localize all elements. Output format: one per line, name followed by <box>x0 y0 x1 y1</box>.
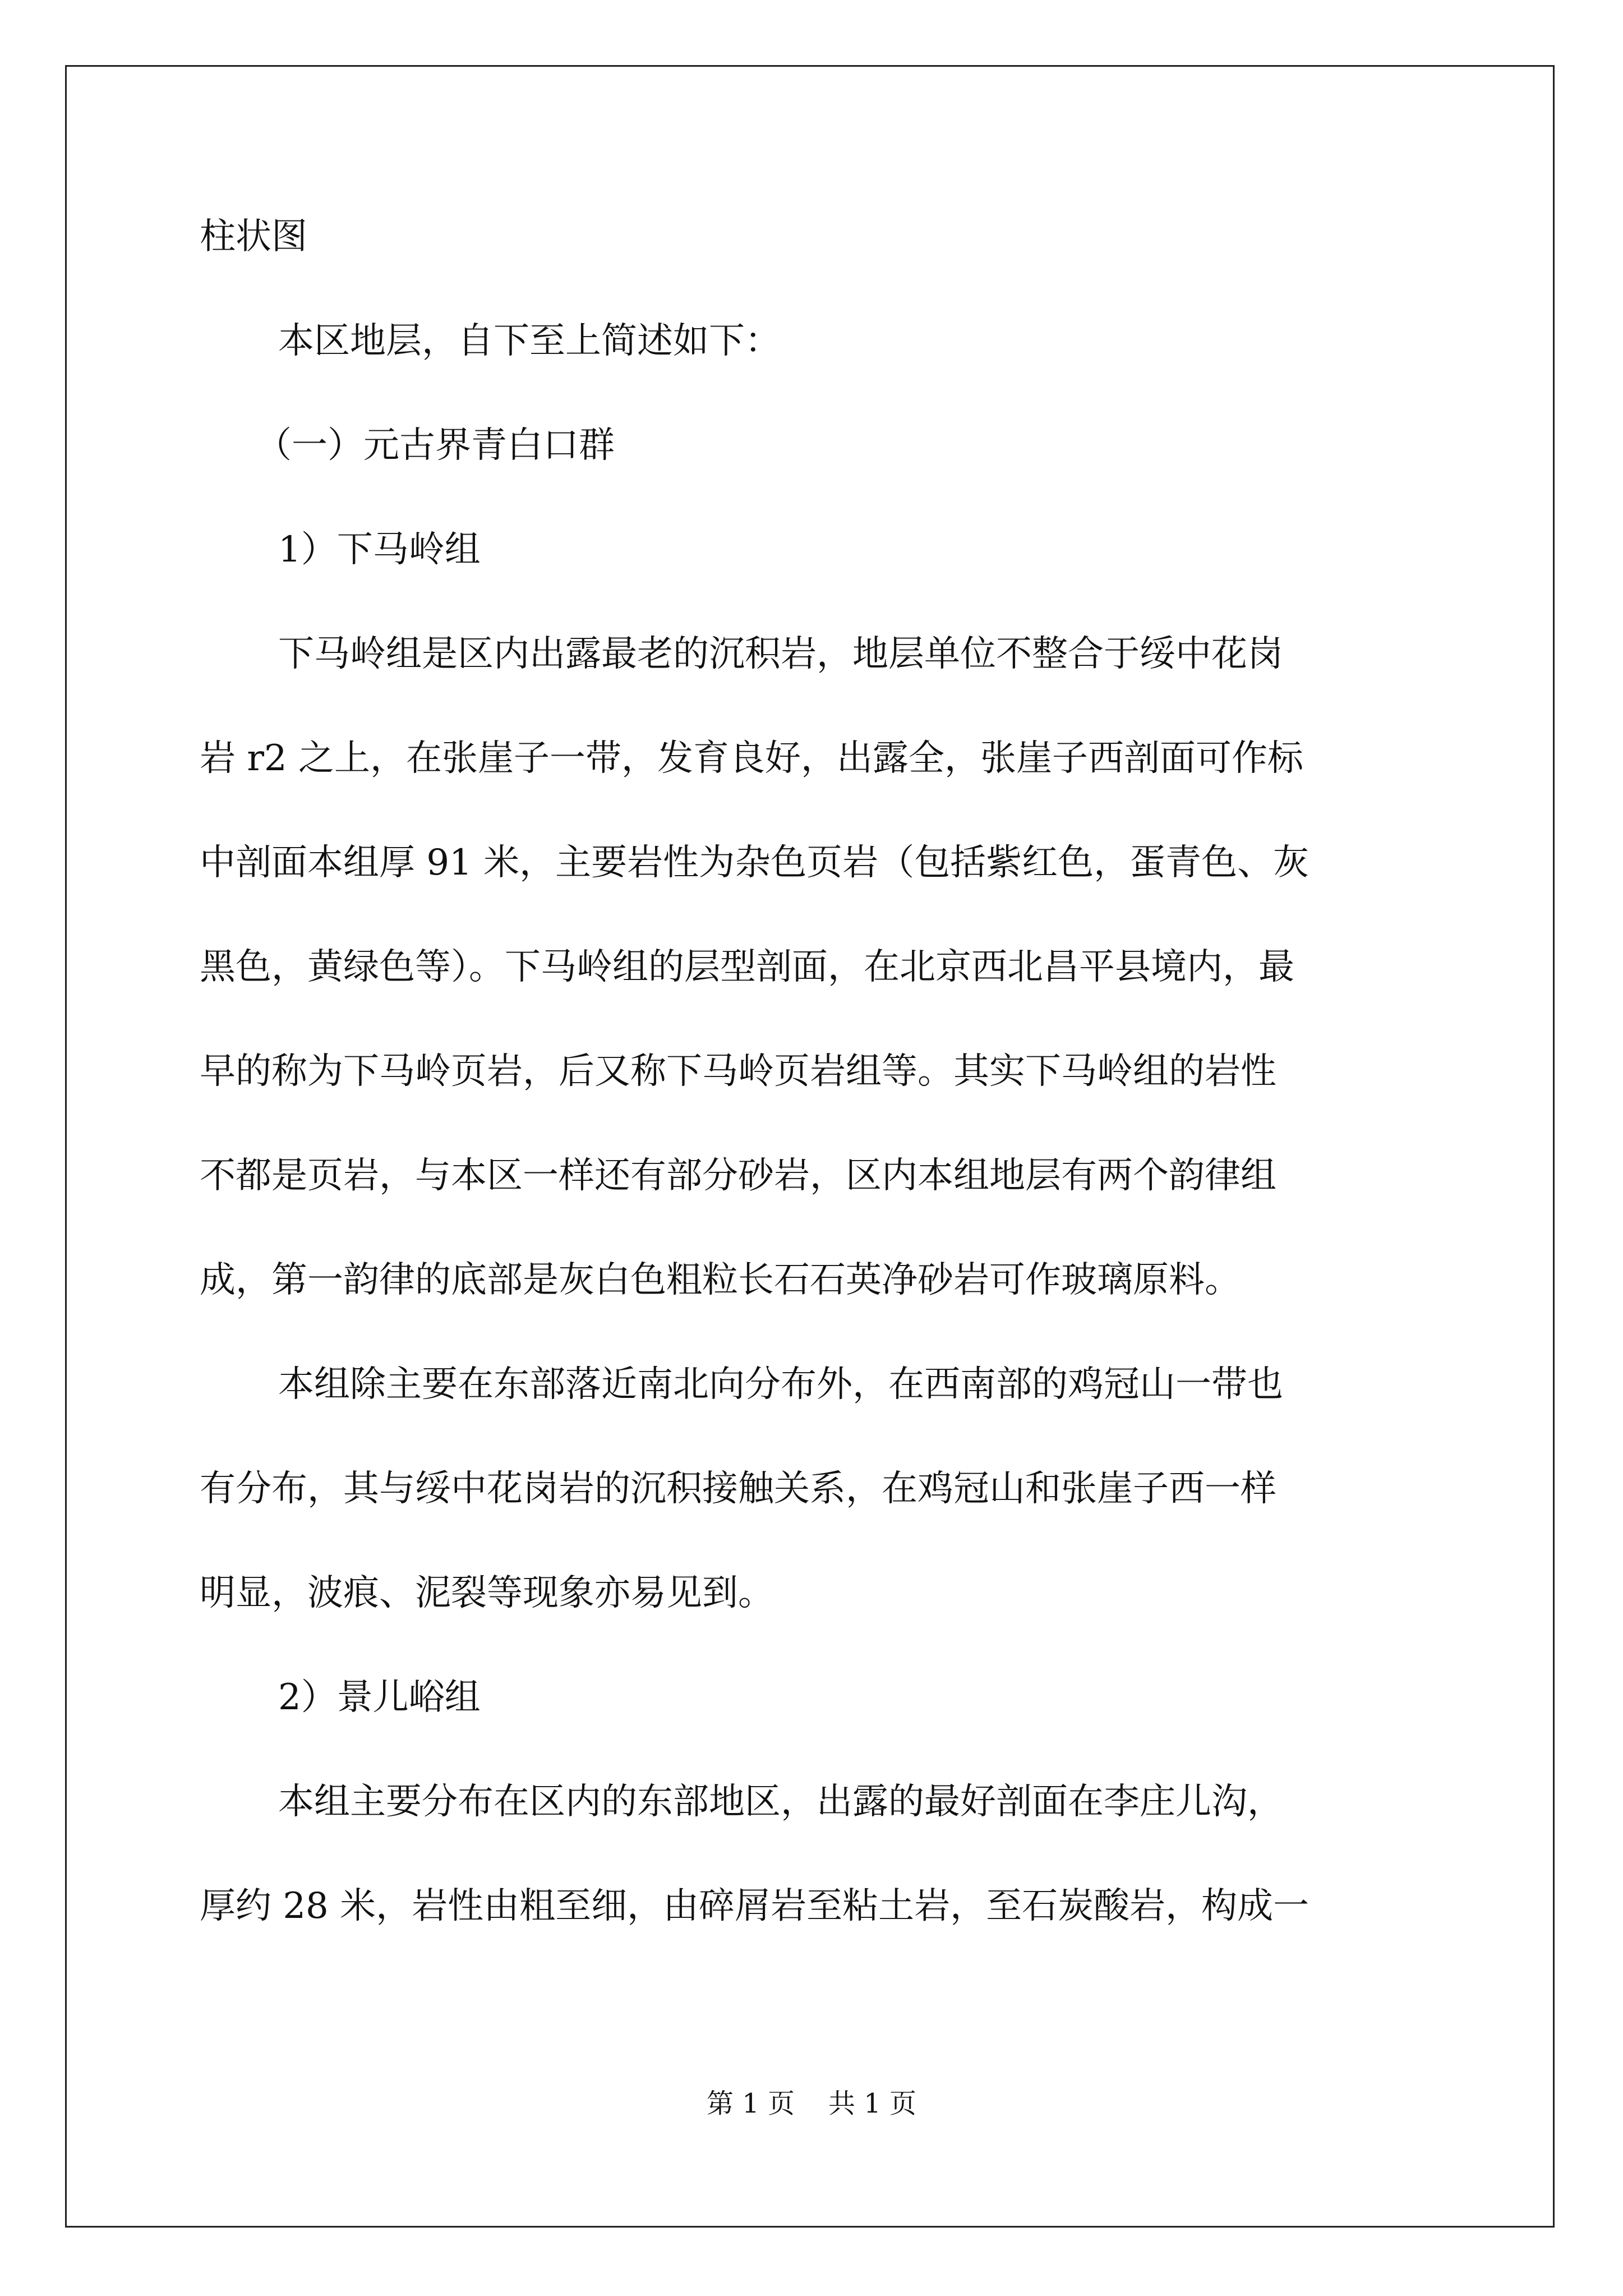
document-body <box>200 213 1422 1987</box>
page-footer <box>0 2087 1623 2120</box>
paragraph-line: 黑色，黄绿色等）。下马岭组的层型剖面，在北京西北昌平县境内，最 <box>200 946 1294 988</box>
document-title: 柱状图 <box>200 216 307 257</box>
paragraph-line: 不都是页岩，与本区一样还有部分砂岩，区内本组地层有两个韵律组 <box>200 1155 1276 1197</box>
paragraph-line: 明显，波痕、泥裂等现象亦易见到。 <box>200 1572 774 1614</box>
paragraph-line: 岩 r2 之上，在张崖子一带，发育良好，出露全，张崖子西剖面可作标 <box>200 738 1303 779</box>
paragraph-line: 下马岭组是区内出露最老的沉积岩，地层单位不整合于绥中花岗 <box>278 633 1283 675</box>
paragraph-line: 厚约 28 米，岩性由粗至细，由碎屑岩至粘土岩，至石炭酸岩，构成一 <box>200 1885 1310 1927</box>
page-number-current: 第 1 页 <box>706 2088 795 2119</box>
section-heading: （一）元古界青白口群 <box>256 425 615 466</box>
paragraph-line: 有分布，其与绥中花岗岩的沉积接触关系，在鸡冠山和张崖子西一样 <box>200 1468 1276 1510</box>
paragraph-line: 早的称为下马岭页岩，后又称下马岭页岩组等。其实下马岭组的岩性 <box>200 1051 1276 1092</box>
paragraph-line: 本组除主要在东部落近南北向分布外，在西南部的鸡冠山一带也 <box>278 1364 1283 1405</box>
subsection-heading: 1）下马岭组 <box>278 529 481 570</box>
subsection-heading: 2）景儿峪组 <box>278 1677 481 1718</box>
page-number-total: 共 1 页 <box>828 2088 917 2119</box>
paragraph-line: 中剖面本组厚 91 米，主要岩性为杂色页岩（包括紫红色，蛋青色、灰 <box>200 842 1310 884</box>
paragraph-line: 成，第一韵律的底部是灰白色粗粒长石石英净砂岩可作玻璃原料。 <box>200 1259 1241 1301</box>
paragraph-line: 本区地层，自下至上简述如下： <box>278 320 781 362</box>
paragraph-line: 本组主要分布在区内的东部地区，出露的最好剖面在李庄儿沟， <box>278 1781 1283 1823</box>
